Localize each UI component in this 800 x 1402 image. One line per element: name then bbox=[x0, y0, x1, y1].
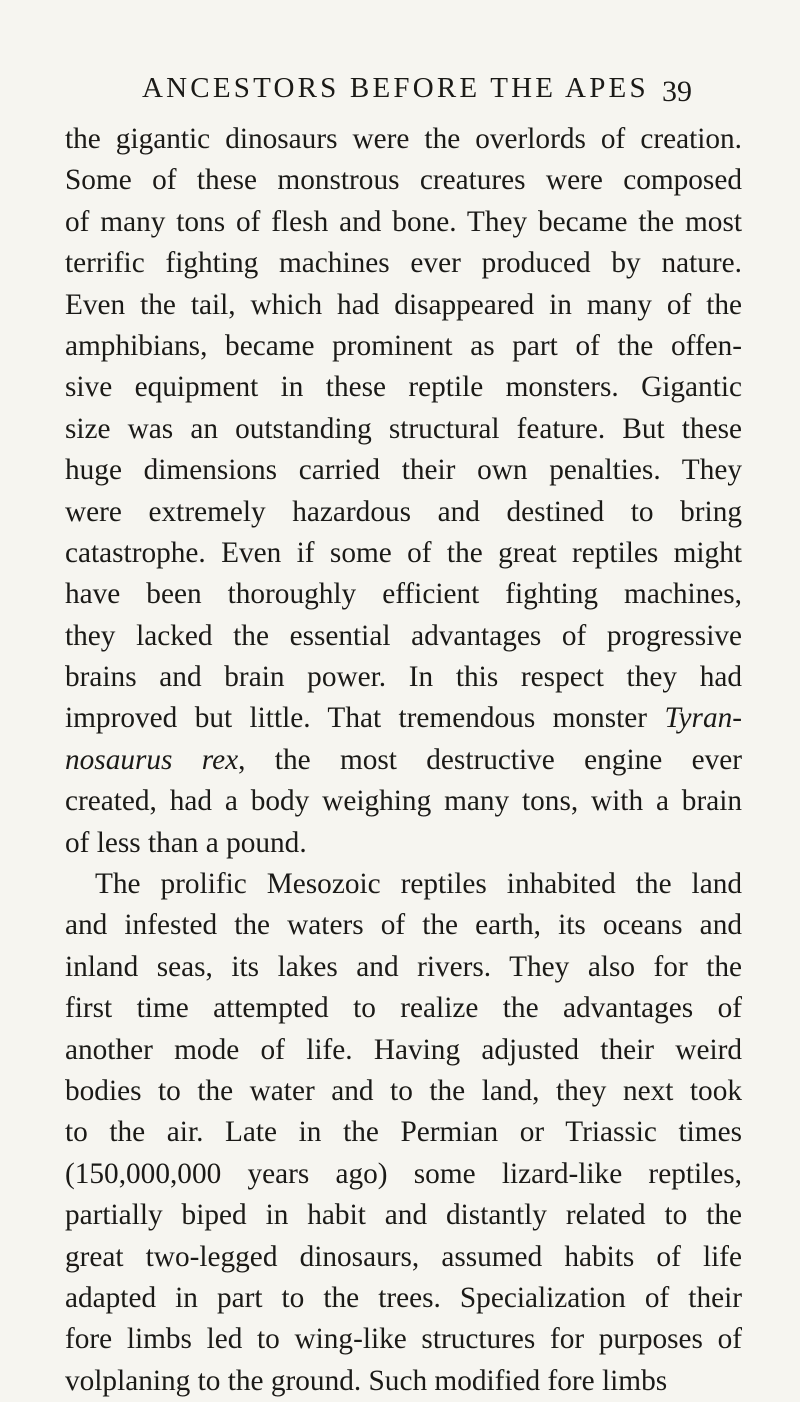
text-line: of less than a pound. bbox=[65, 826, 307, 859]
text-line: inland seas, its lakes and rivers. They also for the bbox=[65, 950, 742, 983]
text-line: volplaning to the ground. Such modified fore limbs bbox=[65, 1364, 668, 1397]
text-line: Some of these monstrous creatures were composed bbox=[65, 164, 742, 197]
text-line: partially biped in habit and distantly related to the bbox=[65, 1199, 742, 1232]
text-segment: improved but little. That tremendous monster bbox=[65, 702, 648, 735]
text-segment: , the most destructive engine ever bbox=[238, 743, 743, 776]
italic-species-name: Tyran- bbox=[664, 702, 743, 735]
text-line: bodies to the water and to the land, they next took bbox=[65, 1074, 742, 1107]
text-line: created, had a body weighing many tons, with a brain bbox=[65, 785, 742, 818]
text-line: (150,000,000 years ago) some lizard-like reptiles, bbox=[65, 1157, 742, 1190]
text-line: the gigantic dinosaurs were the overlords of creation. bbox=[65, 123, 742, 155]
text-line: terrific fighting machines ever produced by nature. bbox=[65, 247, 742, 280]
text-line: catastrophe. Even if some of the great reptiles might bbox=[65, 536, 742, 569]
text-line-mixed bbox=[65, 698, 742, 739]
text-line: The prolific Mesozoic reptiles inhabited the land bbox=[95, 868, 742, 901]
body-text bbox=[65, 119, 742, 1402]
italic-species-name: nosaurus rex bbox=[65, 743, 239, 776]
text-line: brains and brain power. In this respect they had bbox=[65, 661, 742, 694]
text-line: great two-legged dinosaurs, assumed habits of life bbox=[65, 1240, 742, 1273]
text-line: they lacked the essential advantages of progressive bbox=[65, 619, 742, 652]
text-line: adapted in part to the trees. Specialization of their bbox=[65, 1281, 742, 1314]
text-line: fore limbs led to wing-like structures for purposes of bbox=[65, 1323, 742, 1356]
text-line: of many tons of flesh and bone. They became the most bbox=[65, 205, 742, 238]
text-line: were extremely hazardous and destined to bring bbox=[65, 495, 742, 528]
text-line: have been thoroughly efficient fighting machines, bbox=[65, 578, 742, 611]
text-line: Even the tail, which had disappeared in many of the bbox=[65, 288, 742, 321]
text-line: huge dimensions carried their own penalties. They bbox=[65, 454, 742, 487]
text-line: first time attempted to realize the advantages of bbox=[65, 992, 742, 1025]
text-line-mixed bbox=[65, 740, 742, 781]
running-head-title: ANCESTORS BEFORE THE APES bbox=[142, 72, 649, 104]
text-line: to the air. Late in the Permian or Triassic times bbox=[65, 1116, 742, 1149]
page-number: 39 bbox=[662, 75, 692, 108]
text-line: another mode of life. Having adjusted their weird bbox=[65, 1033, 742, 1066]
text-line: amphibians, became prominent as part of the offen- bbox=[65, 329, 742, 362]
text-line: and infested the waters of the earth, its oceans and bbox=[65, 909, 742, 942]
text-line: size was an outstanding structural feature. But these bbox=[65, 412, 742, 445]
text-line: sive equipment in these reptile monsters. Gigantic bbox=[65, 371, 742, 404]
